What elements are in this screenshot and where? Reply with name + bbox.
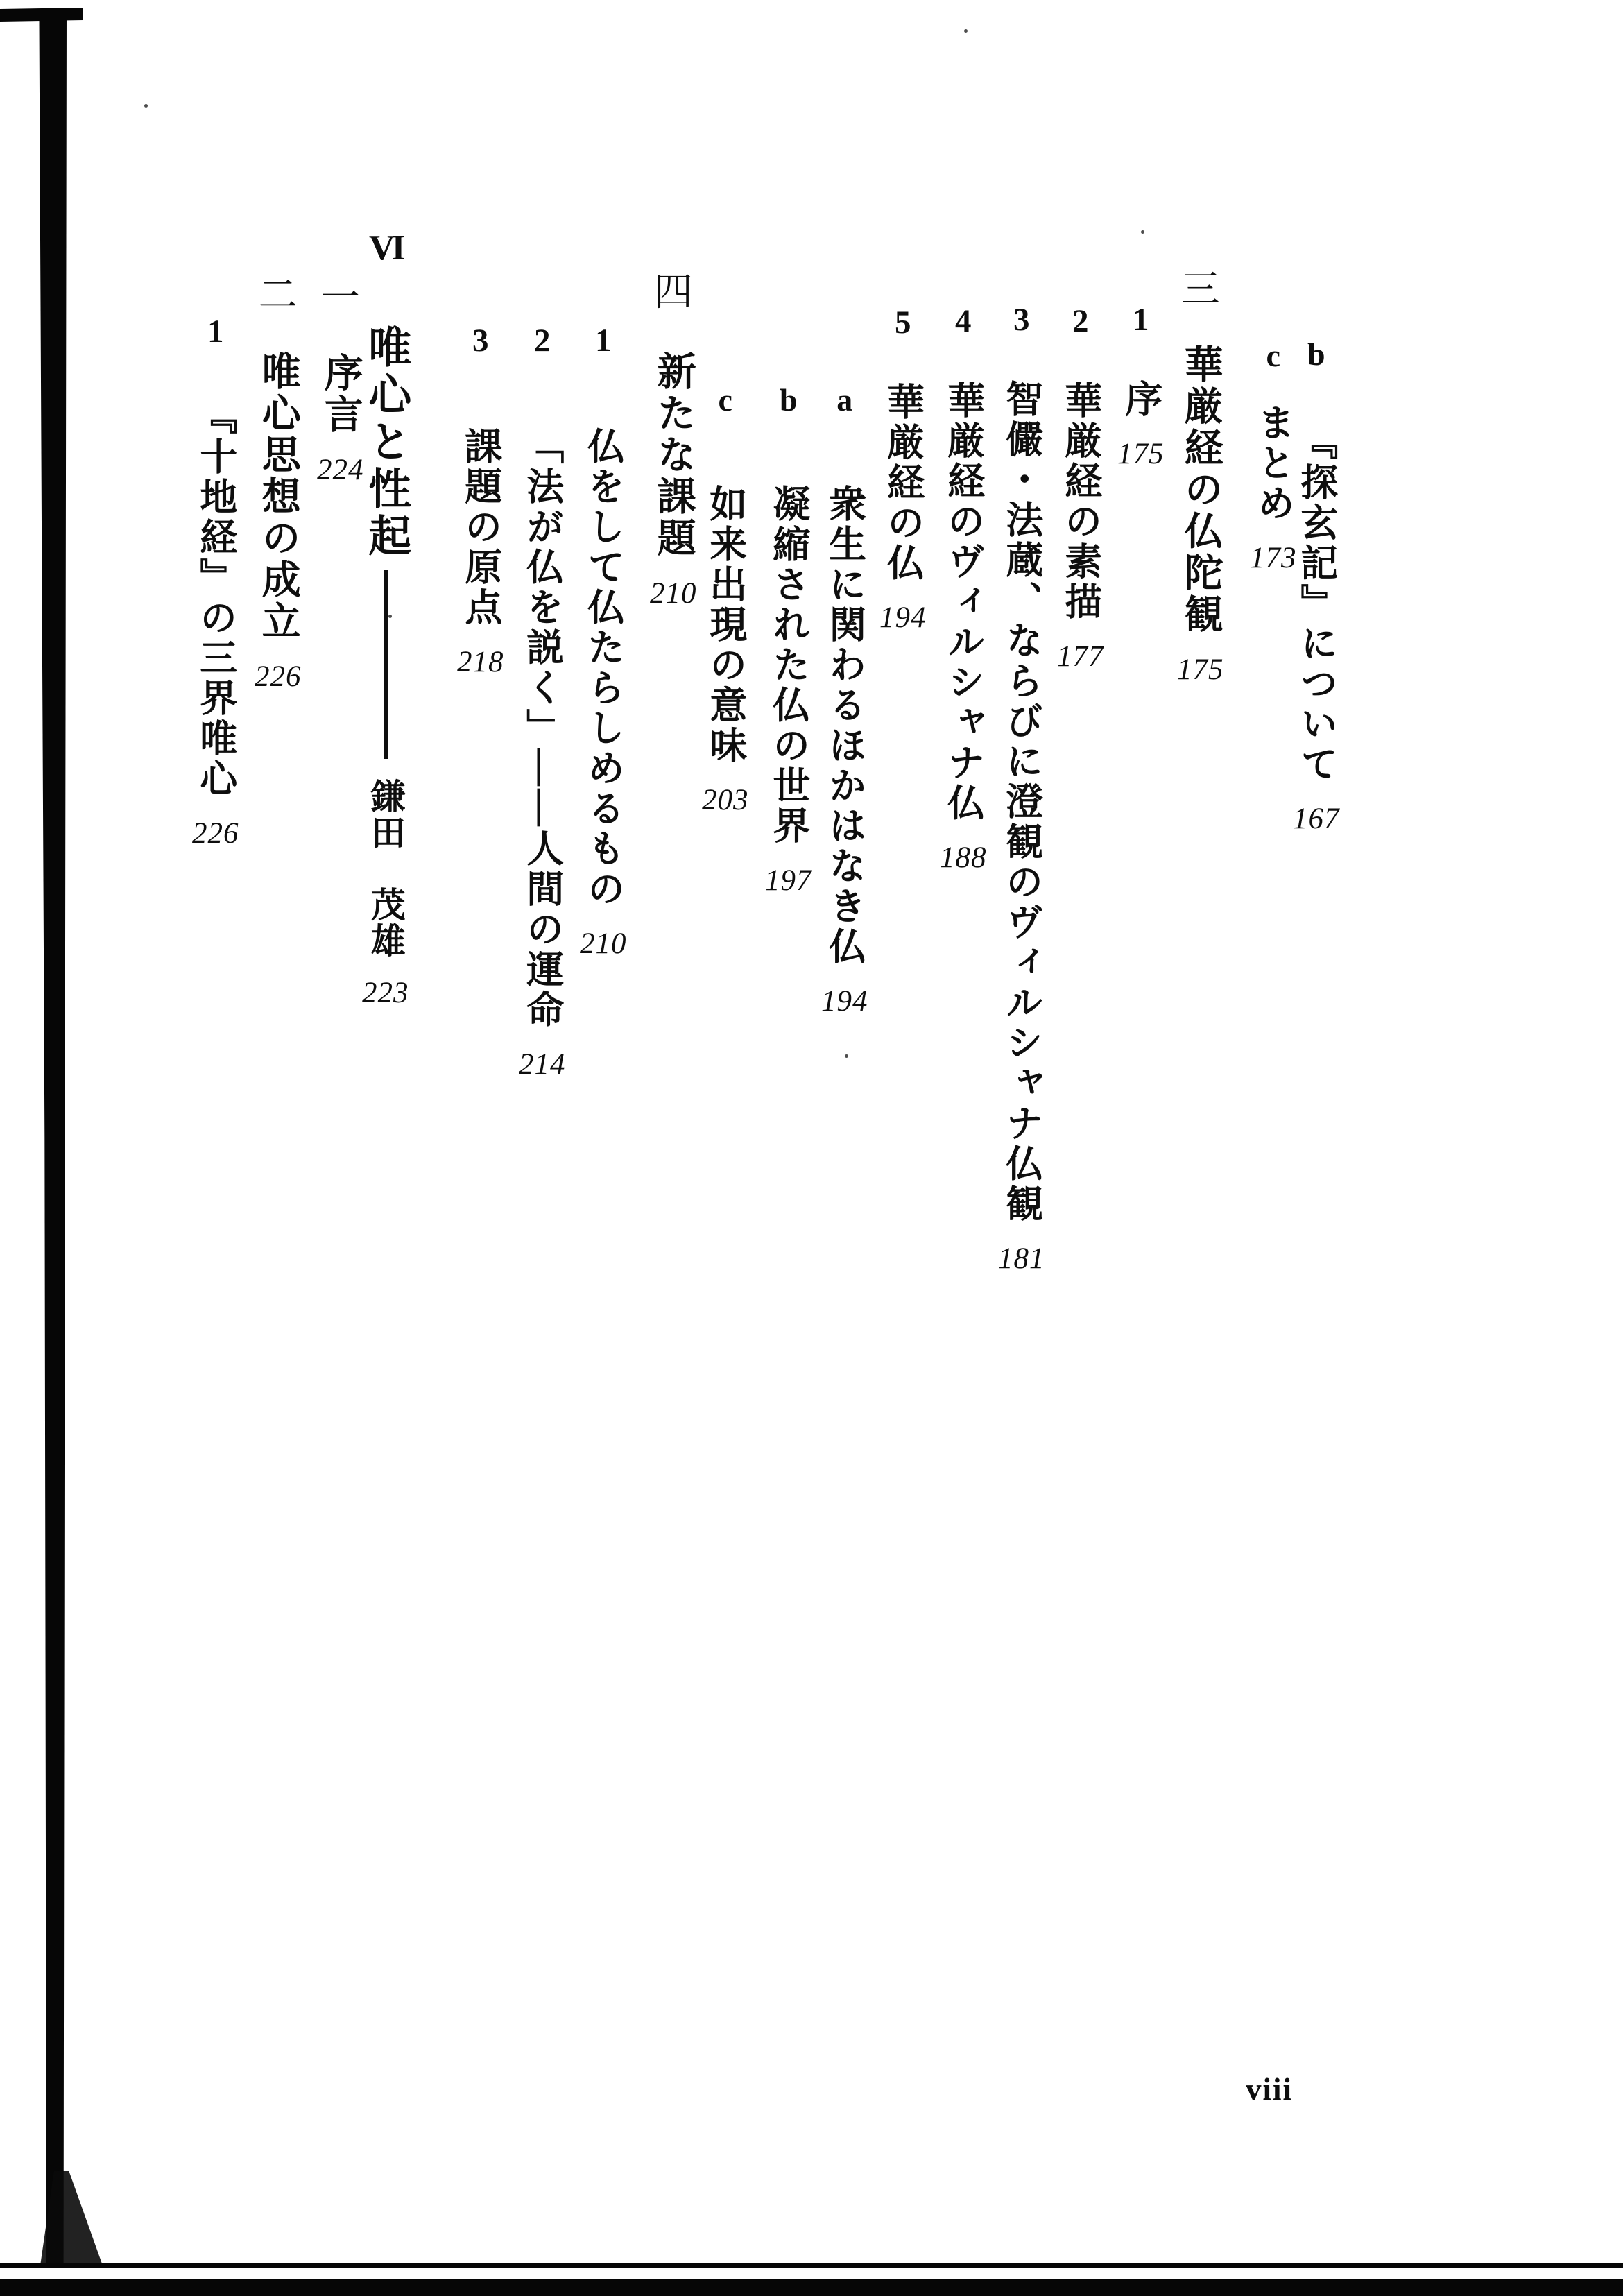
toc-entry [1293, 336, 1340, 835]
page-number: viii [1246, 2072, 1294, 2107]
toc-entry [940, 305, 987, 873]
binding-edge [36, 10, 67, 2265]
toc-entry-title: 衆生に関わるほかはなき仏 [823, 484, 866, 967]
toc-entry-label: 3 [1013, 302, 1030, 338]
toc-entry-label: c [1266, 338, 1280, 373]
toc-entry-label: 5 [895, 305, 911, 341]
toc-entry-label: 2 [1072, 303, 1089, 339]
toc-entry-title: 凝縮された仏の世界 [767, 484, 809, 846]
toc-entry-title: 唯心思想の成立 [256, 351, 300, 642]
toc-entry-label: 1 [595, 323, 612, 359]
toc-entry-page: 203 [702, 784, 749, 816]
toc-entry-label: b [1307, 336, 1325, 372]
toc-entry-title: 『探玄記』について [1295, 422, 1337, 785]
toc-entry-label: a [836, 382, 853, 418]
toc-entry-label: 一 [320, 277, 360, 320]
toc-entry-page: 175 [1177, 653, 1224, 686]
toc-entry-title: 華厳経のヴィルシャナ仏 [942, 381, 984, 823]
noise-dot [845, 1054, 848, 1058]
toc-entry [1057, 305, 1104, 671]
toc-entry-page: 214 [519, 1048, 566, 1081]
toc-entry-title: 課題の原点 [459, 427, 501, 628]
toc-entry-author: 鎌田 茂雄 [366, 778, 405, 959]
toc-entry-page: 224 [317, 454, 364, 486]
toc-entry-page: 194 [821, 985, 868, 1018]
toc-entry-page: 175 [1117, 438, 1165, 470]
scan-bottom-rule [0, 2263, 1623, 2268]
toc-entry [1177, 268, 1224, 686]
toc-entry-page: 194 [879, 601, 927, 634]
toc-entry-label: b [779, 382, 798, 418]
toc-entry-label: VI [368, 228, 402, 268]
toc-entry [821, 384, 868, 1016]
toc-entry-label: 3 [472, 323, 489, 359]
toc-entry [255, 276, 302, 692]
author-connector-line [384, 570, 388, 759]
scan-bottom-bar [0, 2279, 1623, 2296]
toc-entry [580, 325, 627, 959]
toc-entry [650, 273, 697, 608]
toc-entry [702, 384, 749, 815]
toc-entry-label: 四 [653, 271, 693, 314]
toc-entry [192, 316, 239, 848]
toc-entry-title: 序言 [318, 352, 362, 436]
toc-entry-title: 唯心と性起 [361, 325, 409, 560]
toc-entry-chapter [362, 230, 409, 1008]
toc-entry-label: 2 [534, 323, 551, 359]
toc-entry [998, 304, 1045, 1274]
toc-entry-page: 210 [580, 927, 627, 960]
toc-entry-page: 173 [1250, 542, 1297, 574]
toc-entry-title: 華厳経の素描 [1059, 381, 1101, 622]
toc-entry-label: 三 [1180, 268, 1220, 311]
toc-entry [879, 307, 927, 633]
toc-entry-title: 華厳経の仏 [882, 382, 924, 583]
toc-entry-title: 華厳経の仏陀観 [1178, 344, 1222, 635]
toc-entry [1117, 304, 1165, 469]
toc-entry-label: c [718, 382, 732, 418]
toc-entry [1250, 340, 1297, 573]
toc-entry-label: 二 [258, 274, 298, 317]
noise-dot [1141, 230, 1144, 234]
toc-entry-title: 『十地経』の三界唯心 [194, 397, 237, 799]
toc-entry-title: 「法が仏を説く」——人間の運命 [521, 427, 563, 1030]
toc-entry-title: 智儼・法蔵、ならびに澄観のヴィルシャナ仏観 [1000, 379, 1042, 1224]
noise-dot [964, 29, 968, 33]
toc-entry-title: 新たな課題 [651, 351, 695, 559]
toc-entry-page: 188 [940, 841, 987, 874]
toc-entry-page: 226 [192, 817, 239, 850]
toc-entry [457, 325, 504, 677]
toc-entry-title: 如来出現の意味 [704, 484, 746, 766]
noise-dot [144, 104, 148, 108]
toc-entry-label: 1 [1133, 302, 1149, 338]
toc-entry-title: 序 [1119, 379, 1162, 420]
toc-entry-page: 197 [765, 864, 812, 897]
toc-entry-page: 181 [998, 1242, 1045, 1275]
toc-entry [317, 279, 364, 485]
toc-entry-title: まとめ [1252, 403, 1294, 524]
toc-entry-page: 223 [362, 977, 409, 1009]
toc-entry-label: 4 [955, 303, 972, 339]
toc-entry-page: 210 [650, 577, 697, 610]
toc-entry-title: 仏をして仏たらしめるもの [582, 427, 624, 909]
toc-entry-page: 226 [255, 660, 302, 693]
toc-entry [519, 325, 566, 1079]
toc-entry-page: 177 [1057, 640, 1104, 673]
toc-entry-page: 218 [457, 646, 504, 678]
toc-entry-label: 1 [207, 314, 224, 350]
toc-entry-page: 167 [1293, 803, 1340, 835]
toc-entry [765, 384, 812, 896]
